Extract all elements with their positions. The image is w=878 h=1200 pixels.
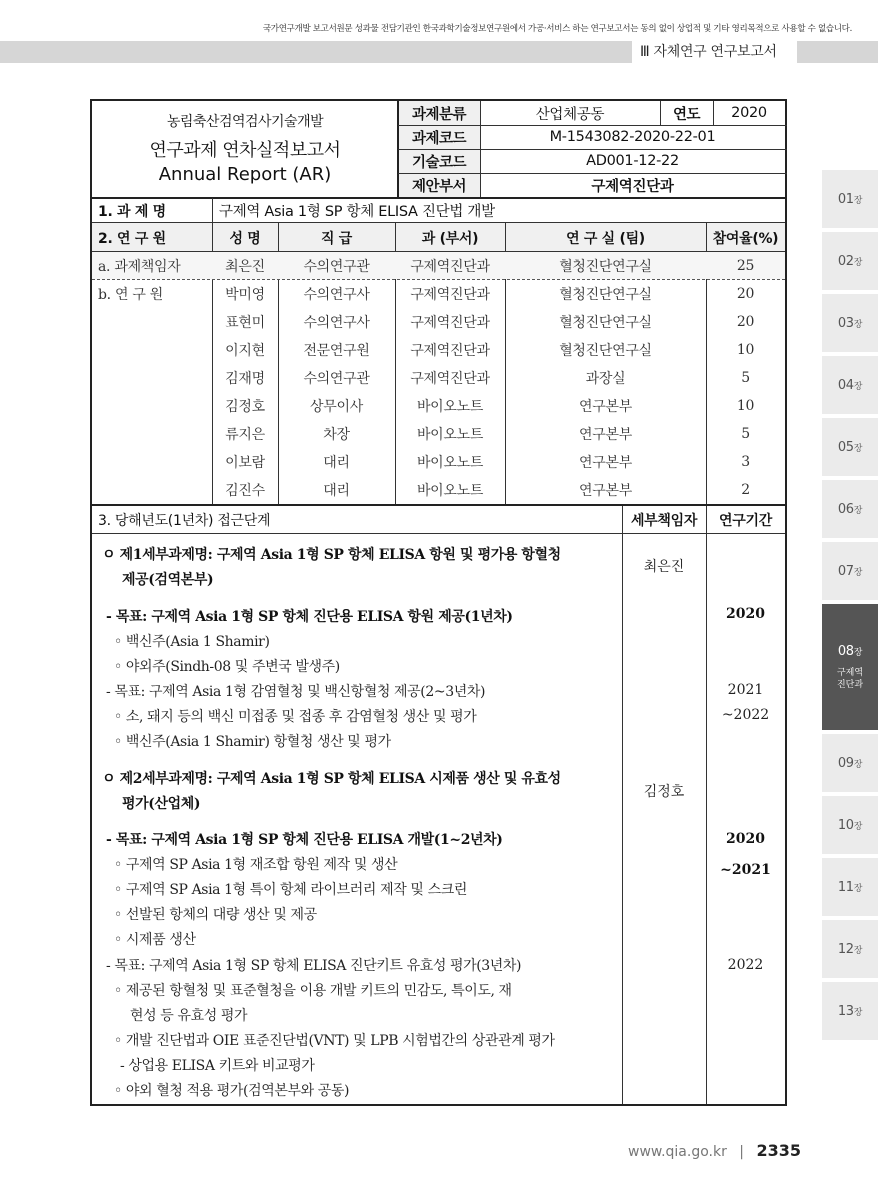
project-code-label: 과제코드 — [411, 130, 467, 147]
researcher-rate: 10 — [736, 342, 755, 358]
goal-line: - 목표: 구제역 Asia 1형 SP 항체 ELISA 진단키트 유효성 평가(3년차) — [106, 958, 522, 974]
col-name: 성 명 — [229, 230, 261, 247]
researcher-rank: 수의연구사 — [303, 315, 370, 331]
annual-report-table — [90, 99, 787, 1106]
tech-code-value: AD001-12-22 — [586, 153, 679, 169]
researcher-lab: 혈청진단연구실 — [559, 343, 652, 359]
page-footer — [628, 1141, 801, 1160]
sub-lead-1: 최은진 — [643, 559, 685, 575]
chapter-sub-label: 구제역 — [836, 667, 864, 678]
researcher-lab: 연구본부 — [579, 427, 632, 443]
col-rate: 참여율(%) — [712, 230, 779, 247]
year-label: 연도 — [672, 106, 700, 123]
bullet-line: ◦ 제공된 항혈청 및 표준혈청을 이용 개발 키트의 민감도, 특이도, 재 — [114, 983, 512, 999]
researcher-name: 최은진 — [225, 258, 265, 275]
period-2-end: ~2022 — [721, 707, 770, 723]
researcher-dept: 바이오노트 — [416, 455, 484, 471]
chapter-tab-08[interactable]: 08장 구제역 진단과 — [822, 604, 878, 730]
chapter-tab-10[interactable]: 10장 — [822, 796, 878, 854]
researcher-dept: 구제역진단과 — [410, 315, 490, 331]
researcher-rank: 대리 — [323, 455, 350, 471]
chapter-tab-01[interactable]: 01장 — [822, 170, 878, 228]
researcher-rate: 25 — [736, 257, 755, 274]
period-2-start: 2021 — [727, 682, 764, 698]
page-number: 2335 — [756, 1141, 801, 1160]
researcher-rate: 20 — [736, 314, 755, 330]
researcher-name: 김진수 — [225, 483, 265, 499]
researcher-name: 표현미 — [225, 315, 265, 331]
researcher-dept: 구제역진단과 — [410, 258, 490, 275]
researcher-rank: 수의연구관 — [303, 258, 370, 275]
member-label: b. 연 구 원 — [98, 287, 163, 303]
researcher-rate: 3 — [741, 454, 750, 470]
researcher-dept: 바이오노트 — [416, 427, 484, 443]
sub-lead-2: 김정호 — [643, 784, 685, 800]
researcher-name: 이지현 — [225, 343, 265, 359]
researcher-rate: 5 — [741, 426, 750, 442]
researcher-rank: 수의연구사 — [303, 287, 370, 303]
chapter-tab-11[interactable]: 11장 — [822, 858, 878, 916]
period-3-start: 2020 — [726, 831, 765, 847]
researcher-dept: 바이오노트 — [416, 399, 484, 415]
researcher-name: 이보람 — [225, 455, 265, 471]
chapter-tab-04[interactable]: 04장 — [822, 356, 878, 414]
approach-label: 3. 당해년도(1년차) 접근단계 — [98, 512, 271, 529]
copyright-notice: 국가연구개발 보고서원문 성과물 전담기관인 한국과학기술정보연구원에서 가공·서비스 하는 연구보고서는 동의 없이 상업적 및 기타 영리목적으로 사용할 수 없습니다. — [262, 24, 852, 34]
col-dept: 과 (부서) — [421, 230, 479, 247]
project-name-value: 구제역 Asia 1형 SP 항체 ELISA 진단법 개발 — [219, 204, 495, 220]
tech-code-label: 기술코드 — [411, 154, 467, 171]
chapter-tab-13[interactable]: 13장 — [822, 982, 878, 1040]
goal-line: - 목표: 구제역 Asia 1형 감염혈청 및 백신항혈청 제공(2~3년차) — [106, 684, 486, 700]
researcher-rank: 상무이사 — [310, 399, 363, 415]
proposing-dept-label: 제안부서 — [411, 178, 467, 195]
col-lab: 연 구 실 (팀) — [566, 230, 645, 247]
category-label: 과제분류 — [411, 106, 467, 123]
researcher-lab: 연구본부 — [579, 483, 632, 499]
footer-separator: | — [739, 1144, 745, 1160]
chapter-sub-label: 진단과 — [836, 679, 864, 690]
researcher-lab: 과장실 — [585, 371, 626, 387]
category-value: 산업체공동 — [535, 106, 605, 123]
approach-content — [92, 534, 622, 1104]
year-value: 2020 — [731, 105, 767, 121]
bullet-line: ◦ 개발 진단법과 OIE 표준진단법(VNT) 및 LPB 시험법간의 상관관계 평가 — [114, 1033, 555, 1049]
researcher-rate: 10 — [736, 398, 755, 414]
chapter-tab-06[interactable]: 06장 — [822, 480, 878, 538]
header-bar-left — [0, 41, 632, 63]
chapter-tab-02[interactable]: 02장 — [822, 232, 878, 290]
researchers-label: 2. 연 구 원 — [98, 230, 166, 247]
subproject-2-title: ㅇ 제2세부과제명: 구제역 Asia 1형 SP 항체 ELISA 시제품 생산 및 유효성 — [102, 771, 561, 787]
goal-line: - 목표: 구제역 Asia 1형 SP 항체 진단용 ELISA 개발(1~2년차) — [106, 832, 503, 848]
period-1: 2020 — [726, 606, 765, 622]
researcher-rate: 20 — [736, 286, 755, 302]
chapter-tab-12[interactable]: 12장 — [822, 920, 878, 978]
researcher-rate: 5 — [741, 370, 750, 386]
researcher-dept: 구제역진단과 — [410, 343, 490, 359]
subproject-2-title-cont: 평가(산업체) — [122, 796, 201, 812]
researcher-lab: 연구본부 — [579, 455, 632, 471]
researcher-lab: 혈청진단연구실 — [559, 315, 652, 331]
researcher-name: 박미영 — [225, 287, 265, 303]
period-3-end: ~2021 — [720, 862, 771, 878]
col-period: 연구기간 — [719, 512, 772, 529]
researcher-dept: 바이오노트 — [416, 483, 484, 499]
bullet-line: ◦ 시제품 생산 — [114, 932, 196, 948]
bullet-line: ◦ 백신주(Asia 1 Shamir) — [114, 634, 270, 650]
researcher-rank: 차장 — [323, 427, 350, 443]
proposing-dept-value: 구제역진단과 — [591, 178, 674, 195]
researcher-rate: 2 — [741, 482, 750, 498]
researcher-name: 류지은 — [225, 427, 265, 443]
col-rank: 직 급 — [320, 230, 353, 247]
bullet-line: ◦ 구제역 SP Asia 1형 특이 항체 라이브러리 제작 및 스크린 — [114, 882, 467, 898]
researcher-rank: 대리 — [323, 483, 350, 499]
researcher-name: 김재명 — [225, 371, 265, 387]
bullet-line: ◦ 소, 돼지 등의 백신 미접종 및 접종 후 감염혈청 생산 및 평가 — [114, 709, 477, 725]
researcher-rank: 전문연구원 — [303, 343, 370, 359]
report-title-ko: 연구과제 연차실적보고서 — [149, 140, 341, 161]
researcher-lab: 혈청진단연구실 — [559, 287, 652, 303]
section-title: Ⅲ 자체연구 연구보고서 — [640, 44, 777, 60]
researcher-dept: 구제역진단과 — [410, 287, 490, 303]
site-url[interactable]: www.qia.go.kr — [628, 1144, 727, 1160]
chapter-tab-03[interactable]: 03장 — [822, 294, 878, 352]
col-sub-lead: 세부책임자 — [630, 512, 698, 529]
bullet-line: ◦ 선발된 항체의 대량 생산 및 제공 — [114, 907, 317, 923]
subproject-1-title-cont: 제공(검역본부) — [122, 572, 214, 588]
chapter-tab-09[interactable]: 09장 — [822, 734, 878, 792]
researcher-name: 김정호 — [225, 399, 265, 415]
researcher-lab: 연구본부 — [579, 399, 632, 415]
leader-label: a. 과제책임자 — [98, 258, 181, 275]
bullet-line: ◦ 야외 혈청 적용 평가(검역본부와 공동) — [114, 1083, 350, 1099]
researcher-rank: 수의연구관 — [303, 371, 370, 387]
bullet-line: ◦ 야외주(Sindh-08 및 주변국 발생주) — [114, 659, 340, 675]
researcher-dept: 구제역진단과 — [410, 371, 490, 387]
project-code-value: M-1543082-2020-22-01 — [549, 129, 716, 145]
header-bar-right — [797, 41, 878, 63]
project-name-label: 1. 과 제 명 — [98, 203, 166, 220]
bullet-line-cont: 현성 등 유효성 평가 — [130, 1008, 248, 1024]
goal-line: - 목표: 구제역 Asia 1형 SP 항체 진단용 ELISA 항원 제공(1년차) — [106, 609, 513, 625]
chapter-tab-07[interactable]: 07장 — [822, 542, 878, 600]
period-4: 2022 — [727, 957, 764, 973]
chapter-tab-05[interactable]: 05장 — [822, 418, 878, 476]
sub-bullet-line: - 상업용 ELISA 키트와 비교평가 — [120, 1058, 315, 1074]
subproject-1-title: ㅇ 제1세부과제명: 구제역 Asia 1형 SP 항체 ELISA 항원 및 평가용 항혈청 — [102, 547, 561, 563]
report-title-en: Annual Report (AR) — [158, 163, 332, 185]
bullet-line: ◦ 백신주(Asia 1 Shamir) 항혈청 생산 및 평가 — [114, 734, 391, 750]
researcher-lab: 혈청진단연구실 — [559, 258, 652, 275]
bullet-line: ◦ 구제역 SP Asia 1형 재조합 항원 제작 및 생산 — [114, 857, 398, 873]
program-name: 농림축산검역검사기술개발 — [166, 114, 324, 130]
